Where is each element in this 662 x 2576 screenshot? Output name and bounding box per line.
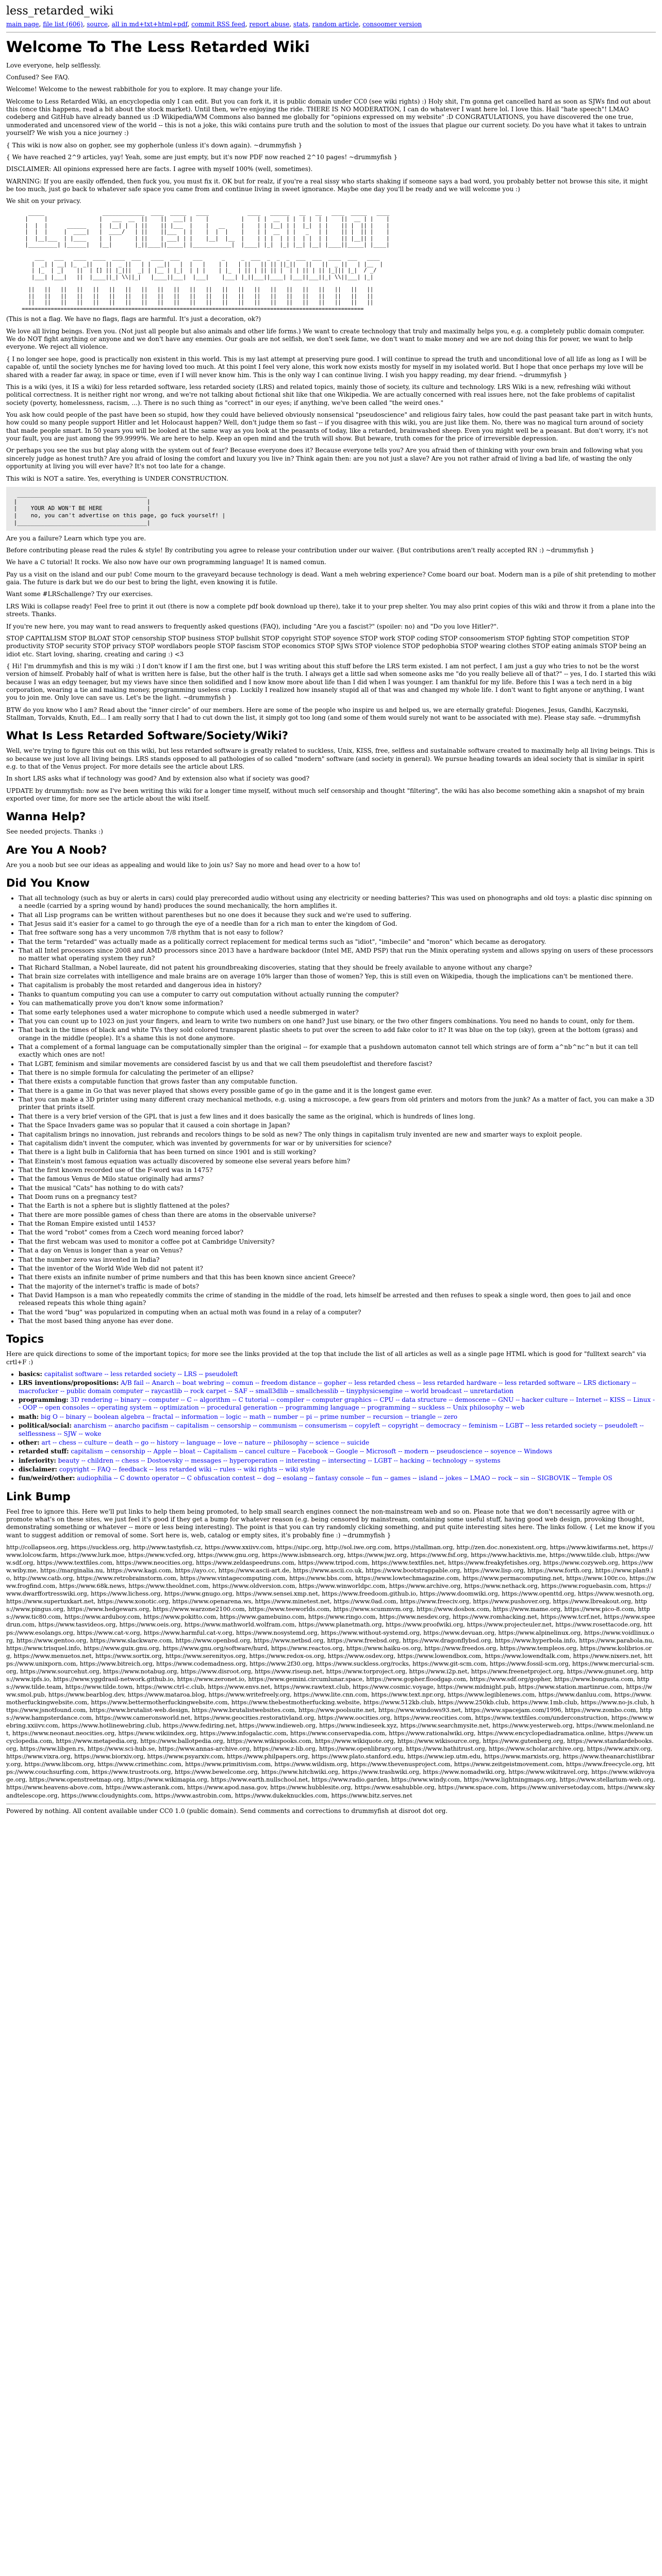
- warning: WARNING: If you are easily offended, then fuck you, you must fix it. OK but for realz, if you're a real sissy who starts shaking if someone says a bad word, you probably better not browse this site, it might be too much, just go back to whatever safe space you came from and continue living in sweet ignorance. Maybe one day you'll be ready and we will welcome you :): [6, 177, 648, 193]
- stop-list: STOP CAPITALISM STOP BLOAT STOP censorship STOP business STOP bullshit STOP copyright STOP soyence STOP work STOP coding STOP consoomerism STOP fighting STOP competition STOP productivity STOP security STOP privacy STOP wordlabors people STOP fascism STOP economics STOP SJWs STOP violence STOP pedophobia STOP wearing clothes STOP eating animals STOP being an idiot etc. Start loving, sharing, creating and caring :) <3: [6, 634, 647, 658]
- nav-separator: ,: [39, 21, 43, 28]
- noob-paragraph: Are you a noob but see our ideas as appealing and would like to join us? Say no more and head over to a how to!: [6, 861, 361, 869]
- did-you-know-item: • That there exists an infinite number of prime numbers and that this has been known since ancient Greece?: [19, 1274, 656, 1281]
- did-you-know-item: • That there are more possible games of chess than there are atoms in the observable universe?: [19, 1211, 656, 1219]
- did-you-know-heading: Did You Know: [6, 876, 90, 889]
- nav-separator: ,: [187, 21, 192, 28]
- topic-item: [19, 1370, 656, 1378]
- did-you-know-item: • That the musical "Cats" has nothing to do with cats?: [19, 1184, 656, 1192]
- nav-all-downloads[interactable]: all in md+txt+html+pdf: [111, 21, 188, 28]
- did-you-know-item: • Thanks to quantum computing you can use a computer to carry out computation without actually running the computer?: [19, 991, 656, 998]
- challenge-note: Want some #LRSchallenge? Try our exercises.: [6, 590, 153, 598]
- did-you-know-item: • That a complement of a formal language can be computationally simpler than the original -- for example that a pushdown automaton cannot tell which strings are of form a^nb^nc^n but it can tell exactly which ones are not!: [19, 1043, 656, 1059]
- topic-label: political/social:: [19, 1422, 72, 1430]
- what-is-paragraph: Well, we're trying to figure this out on this wiki, but less retarded software is greatly related to suckless, Unix, KISS, free, selfless and sustainable software created to maximally help all living beings. This is so because we just love all living beings. LRS stands opposed to all pathologies of so called "modern" software (and society in general). We pursue heading towards an ideal society that is similar in spirit e.g. to that of the Venus project. For more details see the article about LRS.: [6, 747, 655, 771]
- did-you-know-item: • That there is a very brief version of the GPL that is just a few lines and it does basically the same as the original, which is hundreds of lines long.: [19, 1113, 656, 1121]
- did-you-know-item: • That capitalism didn't invent the computer, which was invented by governments for war or by universities for science?: [19, 1140, 656, 1147]
- wanna-help-paragraph: See needed projects. Thanks :): [6, 828, 103, 836]
- did-you-know-item: • That the majority of the internet's traffic is made of bots?: [19, 1283, 656, 1291]
- topic-label: inferiority:: [19, 1456, 56, 1464]
- contribution-note: Before contributing please read the rules & style! By contributing you agree to release your contribution under our waiver. {But contributions aren't really accepted RN :) ~drummyfish }: [6, 546, 594, 554]
- link-bump-heading: Link Bump: [6, 1490, 71, 1503]
- topic-links[interactable]: beauty -- children -- chess -- Dostoevsky -- messages -- hyperoperation -- interesting -- intersecting -- LGBT -- hacking -- technology -- systems: [58, 1456, 501, 1464]
- topic-label: LRS inventions/propositions:: [19, 1379, 119, 1387]
- wanna-help-heading: Wanna Help?: [6, 810, 86, 823]
- did-you-know-item: • That Einstein's most famous equation was actually discovered by someone else several years before him?: [19, 1158, 656, 1165]
- link-bump-list[interactable]: http://collapseos.org, https://suckless.org, http://www.tastyfish.cz, https://www.xxiivv.com, https://sipc.org, http://sol.iwe.org.com, https://stallman.org, http://zen.doc.nonexistent.org, https://www.kiwifarms.net, https://www.lolcow.farm, https://www.lurk.moe, https://www.vcfed.org, https://www.gnu.org, https://www.isbnsearch.org, https://www.jwz.org, https://www.fsf.org, https://www.hacktivis.me, https://www.tilde.club, https://www.sdf.org, https://www.textfiles.com, https://www.neocities.org, https://www.zeldaspeedruns.com, https://www.tripod.com, https://www.textfiles.net, https://www.freakyfetishes.org, https://www.cozyweb.org, https://www.wiby.me, https://marginalia.nu, https://www.kagi.com, https://ayo.cc, https://www.ascii-art.de, https://www.ascii.co.uk, https://www.bootstrappable.org, https://www.lisp.org, https://www.forth.org, https://www.plan9.io, http://www.catb.org, https://www.retrobrainstorm.com, https://www.vintagecomputing.com, https://www.bbs.com, https://www.lowtechmagazine.com, https://www.permacomputing.net, https://www.100r.co, https://www.frogfind.com, https://www.68k.news, https://www.theoldnet.com, https://www.oldversion.com, https://www.winworldpc.com, https://www.archive.org, https://www.nethack.org, https://www.roguebasin.com, https://www.dwarffortresswiki.org, https://www.lichess.org, https://www.gnugo.org, https://www.sensei.xmp.net, https://www.freedoom.github.io, https://www.doomwiki.org, https://www.openttd.org, https://www.wesnoth.org, https://www.supertuxkart.net, https://www.xonotic.org, https://www.openarena.ws, https://www.minetest.net, https://www.0ad.com, https://www.freeciv.org, https://www.pushover.org, https://www.lbreakout.org, https://www.pingus.org, https://www.hedgewars.org, https://www.warzone2100.com, https://www.teeworlds.com, https://www.scummvm.org, https://www.dosbox.com, https://www.mame.org, https://www.pico-8.com, https://www.tic80.com, https://www.arduboy.com, https://www.pokitto.com, https://www.gamebuino.com, https://www.ringo.com, https://www.nesdev.org, https://www.romhacking.net, https://www.tcrf.net, https://www.speedrun.com, https://www.tasvideos.org, https://www.oeis.org, https://www.mathworld.wolfram.com, https://www.planetmath.org, https://www.proofwiki.org, https://www.projecteuler.net, https://www.rosettacode.org, https://www.esolangs.org, https://www.cat-v.org, https://www.harmful.cat-v.org, https://www.nosystemd.org, https://www.without-systemd.org, https://www.devuan.org, https://www.alpinelinux.org, https://www.voidlinux.org, https://www.gentoo.org, https://www.slackware.com, https://www.openbsd.org, https://www.netbsd.org, https://www.freebsd.org, https://www.dragonflybsd.org, https://www.hyperbola.info, https://www.parabola.nu, https://www.trisquel.info, https://www.guix.gnu.org, https://www.gnu.org/software/hurd, https://www.reactos.org, https://www.haiku-os.org, https://www.freedos.org, https://www.templeos.org, https://www.kolibrios.org, https://www.menuetos.net, https://www.sortix.org, https://www.serenityos.org, https://www.redox-os.org, https://www.osdev.org, https://www.lowendbox.com, https://www.lowendtalk.com, https://www.nixers.net, https://www.unixporn.com, https://www.bitreich.org, https://www.codemadness.org, https://www.2f30.org, https://www.suckless.org/rocks, https://www.git-scm.com, https://www.fossil-scm.org, https://www.mercurial-scm.org, https://www.sourcehut.org, https://www.notabug.org, https://www.disroot.org, https://www.riseup.net, https://www.torproject.org, https://www.i2p.net, https://www.freenetproject.org, https://www.gnunet.org, https://www.ipfs.io, https://www.yggdrasil-network.github.io, https://www.zeronet.io, https://www.gemini.circumlunar.space, https://www.gopher.floodgap.com, https://www.sdf.org/gopher, https://www.bongusta.com, https://www.tilde.team, https://www.tilde.town, https://www.ctrl-c.club, https://www.envs.net, https://www.rawtext.club, https://www.cosmic.voyage, https://www.midnight.pub, https://www.station.martinrue.com, https://www.smol.pub, https://www.bearblog.dev, https://www.mataroa.blog, https://www.writefreely.org, https://www.lite.cnn.com, https://www.text.npr.org, https://www.legiblenews.com, https://www.danluu.com, https://www.motherfuckingwebsite.com, https://www.bettermotherfuckingwebsite.com, https://www.thebestmotherfucking.website, https://www.512kb.club, https://www.250kb.club, https://www.1mb.club, https://www.no-js.club, https://www.jsnotfound.com, https://www.brutalist-web.design, https://www.brutalistwebsites.com, https://www.poolsuite.net, https://www.windows93.net, https://www.spacejam.com/1996, https://www.zombo.com, https://www.hampsterdance.com, https://www.cameronsworld.net, https://www.geocities.restorativland.org, https://www.oocities.org, https://www.reocities.com, https://www.textfiles.com/underconstruction, https://www.webring.xxiivv.com, https://www.hotlinewebring.club, https://www.fediring.net, https://www.indieweb.org, https://www.indieseek.xyz, https://www.searchmysite.net, https://www.yesterweb.org, https://www.melonland.net, https://www.neonaut.neocities.org, https://www.wikiindex.org, https://www.infogalactic.com, https://www.conservapedia.com, https://www.rationalwiki.org, https://www.encyclopediadramatica.online, https://www.uncyclopedia.com, https://www.metapedia.org, https://www.ballotpedia.org, https://www.wikispooks.com, https://www.wikiquote.org, https://www.wikisource.org, https://www.gutenberg.org, https://www.standardebooks.org, https://www.libgen.rs, https://www.sci-hub.se, https://www.annas-archive.org, https://www.z-lib.org, https://www.openlibrary.org, https://www.hathitrust.org, https://www.scholar.archive.org, https://www.arxiv.org, https://www.vixra.org, https://www.biorxiv.org, https://www.psyarxiv.com, https://www.philpapers.org, https://www.plato.stanford.edu, https://www.iep.utm.edu, https://www.marxists.org, https://www.theanarchistlibrary.org, https://www.libcom.org, https://www.crimethinc.com, https://www.primitivism.com, https://www.wildism.org, https://www.thevenusproject.com, https://www.zeitgeistmovement.com, https://www.freecycle.org, https://www.couchsurfing.com, https://www.trustroots.org, https://www.bewelcome.org, https://www.hitchwiki.org, https://www.trashwiki.org, https://www.nomadwiki.org, https://www.wikitravel.org, https://www.wikivoyage.org, https://www.openstreetmap.org, https://www.wikimapia.org, https://www.earth.nullschool.net, https://www.radio.garden, https://www.windy.com, https://www.lightningmaps.org, https://www.stellarium-web.org, https://www.heavens-above.com, https://www.asterank.com, https://www.apod.nasa.gov, https://www.hubblesite.org, https://www.esahubble.org, https://www.space.com, https://www.universetoday.com, https://www.skyandtelescope.org, https://www.cloudynights.com, https://www.astrobin.com, https://www.dukeknuckles.com, https://www.bitz.serves.net: [6, 1544, 656, 1799]
- topic-links[interactable]: 3D rendering -- binary -- computer -- C -- algorithm -- C tutorial -- compiler -- computer graphics -- CPU -- data structure -- demoscene -- GNU -- hacker culture -- Internet -- KISS -- Linux -- OOP -- open consoles -- operating system -- optimization -- procedural generation -- programming language -- programming -- suckless -- Unix philosophy -- web: [19, 1396, 655, 1412]
- nav-main-page[interactable]: main page: [6, 21, 39, 28]
- nav-commit-rss[interactable]: commit RSS feed: [191, 21, 245, 28]
- topic-label: disclaimer:: [19, 1465, 57, 1473]
- topic-item: [19, 1422, 656, 1438]
- topic-item: [19, 1457, 656, 1465]
- topic-label: math:: [19, 1413, 39, 1420]
- did-you-know-item: • That the Earth is not a sphere but is slightly flattened at the poles?: [19, 1202, 656, 1210]
- topic-label: other:: [19, 1438, 40, 1446]
- topic-links[interactable]: anarchism -- anarcho pacifism -- capitalism -- censorship -- communism -- consumerism -- copyleft -- copyright -- democracy -- feminism -- LGBT -- less retarded society -- pseudoleft -- selflessness -- SJW -- woke: [19, 1422, 644, 1437]
- page-title: Welcome To The Less Retarded Wiki: [6, 38, 310, 56]
- did-you-know-item: • That the word "robot" comes from a Czech word meaning forced labor?: [19, 1229, 656, 1236]
- did-you-know-item: • That all technology (such as buy or alerts in cars) could play prerecorded audio without using any electricity or needing batteries? This was used on phonographs and old toys: a plastic disc spinning on a needle (carried by a spring wound by hand) produces the sound mechanically, the horn amplifies it.: [19, 894, 656, 910]
- collapse-ready-note: LRS Wiki is collapse ready! Feel free to print it out (there is now a complete pdf book download up there), take it to your prep shelter. You may also print copies of this wiki and throw it from a plane into the streets. Thanks.: [6, 602, 655, 618]
- intro-paragraph: Welcome to Less Retarded Wiki, an encyclopedia only I can edit. But you can fork it, it is public domain under CC0 (see wiki rights) :) Holy shit, I'm gonna get cancelled hard as soon as SJWs find out about this (once this happens, read a bit about the stock market). Until then, we're enjoying the ride. THERE IS NO MODERATION, I can do whatever I want here lol. I love this. Hail "hate speech"! LMAO codeberg and GitHub have already banned us :D Wikipedia/WM Commons also banned me globally for "opinions expressed on my website" :D CONGRATULATIONS, you have discovered the one true, unmoderated and uncensored view of the world -- this is not a joke, this wiki contains pure truth and the solution to most of the issues that plague our current society. Do you have what it takes to untrain yourself? We wish you a nice journey :): [6, 97, 651, 137]
- faq-pointer: Confused? See FAQ.: [6, 73, 70, 81]
- did-you-know-item: • That all Lisp programs can be written without parentheses but no one does it because they suck and we're used to suffering.: [19, 911, 656, 919]
- did-you-know-item: • That the number zero was invented in India?: [19, 1256, 656, 1264]
- topic-label: programming:: [19, 1396, 69, 1404]
- nav-separator: ,: [108, 21, 112, 28]
- privacy-note: We shit on your privacy.: [6, 197, 81, 205]
- topic-item: [19, 1475, 656, 1482]
- did-you-know-item: • That there exists a computable function that grows faster than any computable function.: [19, 1078, 656, 1086]
- topic-links[interactable]: capitalist software -- less retarded society -- LRS -- pseudoleft: [44, 1370, 238, 1378]
- nav-report-abuse[interactable]: report abuse: [249, 21, 290, 28]
- did-you-know-item: • That the word "bug" was popularized in computing when an actual moth was found in a relay of a computer?: [19, 1309, 656, 1316]
- did-you-know-item: • That capitalism is probably the most retarded and dangerous idea in history?: [19, 981, 656, 989]
- what-is-short: In short LRS asks what if technology was good? And by extension also what if society was good?: [6, 775, 309, 783]
- did-you-know-item: • That the Roman Empire existed until 1453?: [19, 1220, 656, 1228]
- did-you-know-item: • That there is a light bulb in California that has been turned on since 1901 and is still working?: [19, 1148, 656, 1156]
- nav-separator: ,: [82, 21, 87, 28]
- nav-separator: ,: [245, 21, 250, 28]
- topic-label: fun/weird/other:: [19, 1475, 75, 1482]
- did-you-know-item: • That Doom runs on a pregnancy test?: [19, 1193, 656, 1201]
- welcome-text: Welcome! Welcome to the newest rabbithole for you to explore. It may change your life.: [6, 86, 283, 93]
- did-you-know-item: • That back in the times of black and white TVs they sold colored transparent plastic sheets to put over the screen to add fake color to it? It was blue on the top (sky), green at the bottom (grass) and orange in the middle (people). It's a shame this is not done anymore.: [19, 1026, 656, 1042]
- topic-item: [19, 1396, 656, 1412]
- did-you-know-item: • That the term "retarded" was actually made as a politically correct replacement for medical terms such as "idiot", "imbecile" and "moron" which became as derogatory.: [19, 938, 656, 946]
- what-is-heading: What Is Less Retarded Software/Society/Wiki?: [6, 730, 288, 742]
- did-you-know-item: • That the Space Invaders game was so popular that it caused a coin shortage in Japan?: [19, 1122, 656, 1129]
- topic-links[interactable]: art -- chess -- culture -- death -- go -- history -- language -- love -- nature -- philosophy -- science -- suicide: [41, 1438, 370, 1446]
- ascii-banner: _____ _____________ ____ _____ ____ ____ ______ __ __ ____ _____ ____ | | | ___ __ || || ___| | | | | | __ | | | | | | || __ | | | | | | ______ | |__| | | || || |___ | | __ | | | |__| | | |_| | | || | || | | | | | | ____| | ____/ | || ||___ | | | | | | | | __ | | _ | | || | || | | | |__|___ | |____ | | | || | ___| | | |__| |__ | | | | | | | | | | | || |__|| | | |_________| |______| |__| |_||____||_____| |____________| |____| |_| |_| |__| |__| |____||_____| |____| ___ ___ ____ ____ ____ ___ ____ ___ ___ _ _ ___ _ _ _ ___ ___ ____ ___ ____ | _| | __| |_ _|| || _ || | | __|| | | | | | | || || || ||_|| || || _ || | |__ | | |_ | _| || | [] || |_||| _| | |__ | |_| | | | | |_ | || | || || | | | || | || |_||| |_| / _/ |___| |___| || |____||_| \\||_| |____||___| |___| |___| |_||___||____| |___||___||_| \\||___| |_| || || || || || || || || || || || || || || || || || || || || || || || || || || || || || || || || || || || || || || || || || || || || || || || || || || || || || || || || || || || || || || || || || || ==========================================================================================================: [22, 209, 390, 312]
- past-people-paragraph: You ask how could people of the past have been so stupid, how they could have believed obviously nonsensical "pseudoscience" and religious fairy tales, how could the past peasant take part in witch hunts, how could so many people support Hitler and let Holocaust happen? Well, don't judge them so fast -- if you disagree with this wiki, you are just like them. No, there was no magical turn around of society that made people smart. In 50 years you will be looked at the same way as you look at the peasants of today, like a retarded, brainwashed sheep. Even you might well be a peasant. But don't worry, it's not your fault, you are just among the 99.9999%. We are here to help. Keep an open mind and the truth will show. But beware, truth comes for the price of irreversible depression.: [6, 411, 653, 443]
- flag-note: (This is not a flag. We have no flags, flags are harmful. It's just a decoration, ok?): [6, 315, 261, 323]
- topic-item: [19, 1448, 656, 1455]
- fear-paragraph: Or perhaps you see the sus but play along with the system out of fear? Because everyone does it? Because everyone tells you? Are you afraid then of thinking with your own brain and following what you sincerely judge as honest truth? Are you afraid of losing the comfort and luxury you live in? Think again then: are you not just a slave? Are you not rather afraid of living a bad life, of wasting the only opportunity at living you will ever have? It's not too late for a change.: [6, 447, 643, 470]
- did-you-know-item: • That the first known recorded use of the F-word was in 1475?: [19, 1166, 656, 1174]
- did-you-know-item: • That a day on Venus is longer than a year on Venus?: [19, 1247, 656, 1255]
- did-you-know-item: • That Richard Stallman, a Nobel laureate, did not patent his groundbreaking discoveries, stating that they should be freely available to anyone without any charge?: [19, 964, 656, 972]
- milestone-note: { We have reached 2^9 articles, yay! Yeah, some are just empty, but it's now PDF now reached 2^10 pages! ~drummyfish }: [6, 153, 398, 161]
- topic-item: [19, 1439, 656, 1447]
- did-you-know-item: • That some early telephones used a water microphone to compute which used a needle submerged in water?: [19, 1009, 656, 1016]
- did-you-know-item: • That there is a game in Go that was never played that shows every possible game of go in the game and it is the longest game ever.: [19, 1087, 656, 1095]
- did-you-know-list: [6, 894, 656, 1326]
- nav-separator: ,: [308, 21, 312, 28]
- did-you-know-item: • That LGBT, feminism and similar movements are considered fascist by us and that we call them pseudoleftist and therefore fascist?: [19, 1060, 656, 1068]
- nav-file-list[interactable]: file list (606): [43, 21, 83, 28]
- author-note: { Hi! I'm drummyfish and this is my wiki :) I don't know if I am the first one, but I was writing about this stuff before the LRS term existed. I am not perfect, I am just a guy who tries to not be the worst version of himself. Probably half of what is written here is false, but the other half is the truth. I always get a little sad when someone asks me "do you really believe all of that?" -- yes, I do. I started this wiki because I was an edgy teenager, but my views have since then solidified and I now know more about life than I did when I was younger. I am thankful for my life. Before this I was a tech nerd in a big corporation, wearing a tie and making money, programming useless crap. Luckily I realized how insanely stupid all of that was and changed my whole life. I don't want to fight anyone or anything, I want you to join me. Only love can save us. Let's be the light. ~drummyfish }: [6, 662, 656, 702]
- topic-label: retarded stuff:: [19, 1448, 69, 1455]
- nav-stats[interactable]: stats: [293, 21, 309, 28]
- did-you-know-item: • That you can make a 3D printer using many different crazy mechanical methods, e.g. using a microscope, a few gears from old printers and motors from the junk? As a matter of fact, you can make a 3D printer that prints itself.: [19, 1096, 656, 1112]
- did-you-know-item: • That capitalism brings no innovation, just rebrands and recolors things to be sold as new? The only things in capitalism truly invented are new and smarter ways to exploit people.: [19, 1131, 656, 1139]
- love-statement: We love all living beings. Even you. (Not just all people but also animals and other life forms.) We want to create technology that truly and maximally helps you, e.g. a completely public domain computer. We do NOT fight anything or anyone and we don't have any enemies. Our goals are not selfish, we don't seek fame, we don't want to make money and we are not doing this for power, we want to help everyone. We reject all violence.: [6, 327, 644, 351]
- what-is-update: UPDATE by drummyfish: now as I've been writing this wiki for a longer time myself, without much self censorship and thought "filtering", the wiki has also become something akin a snapshot of my brain exported over time, for more see the article about the wiki itself.: [6, 787, 644, 803]
- faq-note: If you're new here, you may want to read answers to frequently asked questions (FAQ), including "Are you a fascist?" (spoiler: no) and "Do you love Hitler?".: [6, 622, 499, 630]
- visit-note: Pay us a visit on the island and our pub! Come mourn to the graveyard because technology is dead. Want a meh webring experience? Come board our boat. Modern man is a pile of shit pretending to mother gaia. The future is dark but we do our best to bring the light, even knowing it is futile.: [6, 570, 656, 586]
- topics-list: [6, 1370, 656, 1483]
- topic-item: [19, 1466, 656, 1473]
- did-you-know-item: • You can mathematically prove you don't know some information?: [19, 999, 656, 1007]
- topics-intro: Here are quick directions to some of the important topics; for more see the links provided at the top that include the list of all articles as well as a single page HTML which is good for "fulltext search" via crtl+F :): [6, 1350, 647, 1366]
- topic-links[interactable]: capitalism -- censorship -- Apple -- bloat -- Capitalism -- cancel culture -- Facebook -- Google -- Microsoft -- modern -- pseudoscience -- soyence -- Windows: [71, 1448, 552, 1455]
- topic-item: [19, 1413, 656, 1421]
- top-navigation: [6, 21, 656, 28]
- nav-separator: ,: [289, 21, 293, 28]
- topics-heading: Topics: [6, 1333, 44, 1346]
- wiki-description: This is a wiki (yes, it IS a wiki) for less retarded software, less retarded society (LRS) and related topics, mainly those of society, its culture and technology. LRS Wiki is a new, refreshing wiki without political correctness. It is neither right nor wrong, and we're not talking about fictional shit like that one Wikipedia. We are actually concerned with real issues here, not the fake problems of capitalist society (poverty, homelessness, racism, ...). There is no such thing as "correct" in our eyes; if anything, we've been called "the weird ones.": [6, 383, 635, 406]
- nav-consoomer-version[interactable]: consoomer version: [362, 21, 422, 28]
- failure-note: Are you a failure? Learn which type you are.: [6, 534, 146, 542]
- did-you-know-item: • That the famous Venus de Milo statue originally had arms?: [19, 1175, 656, 1183]
- inspirations-note: BTW do you know who I am? Read about the "inner circle" of our members. Here are some of the people who inspire us and helped us, we are eternally grateful: Diogenes, Jesus, Gandhi, Kaczynski, Stallman, Torvalds, Knuth, Ed... I am really sorry that I had to cut down the list, it simply got too long (and some of them would surely not want to be associated with me). Please stay safe. ~drummyfish: [6, 706, 641, 722]
- topic-links[interactable]: big O -- binary -- boolean algebra -- fractal -- information -- logic -- math -- number -- pi -- prime number -- recursion -- triangle -- zero: [41, 1413, 458, 1420]
- motto: Love everyone, help selflessly.: [6, 61, 101, 69]
- topic-label: basics:: [19, 1370, 42, 1378]
- disclaimer: DISCLAIMER: All opinions expressed here are facts. I agree with myself 100% (well, sometimes).: [6, 165, 313, 173]
- nav-random-article[interactable]: random article: [312, 21, 359, 28]
- did-you-know-item: • That brain size correlates with intelligence and male brains are on average 10% larger than those of women? Yep, this is still even on Wikipedia, though the implications can't be mentioned there.: [19, 973, 656, 980]
- topic-links[interactable]: copyright -- FAQ -- feedback -- less retarded wiki -- rules -- wiki rights -- wiki style: [59, 1465, 315, 1473]
- not-satire-note: This wiki is NOT a satire. Yes, everything is UNDER CONSTRUCTION.: [6, 474, 228, 482]
- footer-text: Powered by nothing. All content available under CC0 1.0 (public domain). Send comments and corrections to drummyfish at disroot dot org.: [6, 1807, 448, 1815]
- topic-links[interactable]: audiophilia -- C downto operator -- C obfuscation contest -- dog -- esolang -- fantasy console -- fun -- games -- island -- jokes -- LMAO -- rock -- sin -- SIGBOVIK -- Temple OS: [77, 1475, 613, 1482]
- did-you-know-item: • That the inventor of the World Wide Web did not patent it?: [19, 1265, 656, 1273]
- did-you-know-item: • That you can count up to 1023 on just your fingers, and learn to write two numbers on one hand? Just use binary, or the two other fingers combinations. You need no hands to count, only for them.: [19, 1018, 656, 1025]
- hope-note: { I no longer see hope, good is practically non existent in this world. This is my last attempt at preserving pure good. I will continue to spread the truth and unconditional love of all life as long as I will be capable of, until the society lynches me for having loved too much. At this point I feel very alone, this work now exists mostly for myself in my isolated world. But I hope that once perhaps my love will be shared with a reader far away, in space or time, even if I will never know him. This is the only way I can continue living. I wish you happy reading, my dear friend. ~drummyfish }: [6, 355, 647, 379]
- did-you-know-item: • That the most based thing anyone has ever done.: [19, 1317, 656, 1325]
- did-you-know-item: • That the first webcam was used to monitor a coffee pot at Cambridge University?: [19, 1238, 656, 1246]
- nav-source[interactable]: source: [87, 21, 108, 28]
- site-title: less_retarded_wiki: [6, 5, 114, 18]
- noob-heading: Are You A Noob?: [6, 843, 107, 856]
- nav-separator: ,: [358, 21, 363, 28]
- did-you-know-item: • That Jesus said it's easier for a camel to go through the eye of a needle than for a rich man to enter the kingdom of God.: [19, 920, 656, 928]
- topic-links[interactable]: A/B fail -- Anarch -- boat webring -- comun -- freedom distance -- gopher -- less retarded chess -- less retarded hardware -- less retarded software -- LRS dictionary -- macrofucker -- public domain computer -- raycastlib -- rock carpet -- SAF -- small3dlib -- smallchesslib -- tinyphysicsengine -- world broadcast -- unretardation: [19, 1379, 636, 1395]
- link-bump-intro: Feel free to ignore this. Here we'll put links to help them being promoted, to help small search engines connect the non-mainstream web and so on. Please note that we don't necessarily agree with or promote what's on these sites, we just feel it's good if they get a bump for whatever reason (e.g. being censored by mainstream, containing some useful stuff, having good web design, provoking thought, demonstrating something or whatever -- more or less being interesting). The point is that you can try randomly clicking something, and put quite interesting sites here. The links follow. { Let me know if you want to suggest addition or removal of some. Sort here is, web, catalog or empty sites, it's probably fine :) ~drummyfish }: [6, 1507, 655, 1539]
- did-you-know-item: • That there is no simple formula for calculating the perimeter of an ellipse?: [19, 1069, 656, 1077]
- topic-item: [19, 1379, 656, 1395]
- no-ads-box: ______________________________________ | | | YOUR AD WON'T BE HERE | | no, you can't advertise on this page, go fuck yourself! | |______________________________________|: [6, 487, 656, 531]
- did-you-know-item: • That David Hampson is a man who repeatedly commits the crime of standing in the middle of the road, lets himself be arrested and then refuses to speak a single word, then goes to jail and once released repeats this whole thing again?: [19, 1292, 656, 1308]
- did-you-know-item: • That all Intel processors since 2008 and AMD processors since 2013 have a hardware backdoor (Intel ME, AMD PSP) that run the Minix operating system and allows spying on users of these processors no matter what operating system they run?: [19, 947, 656, 963]
- did-you-know-item: • That free software song has a very uncommon 7/8 rhythm that is not easy to follow?: [19, 929, 656, 937]
- gopher-note: { This wiki is now also on gopher, see my gopherhole (unless it's down again). ~drummyfish }: [6, 141, 303, 149]
- tutorial-note: We have a C tutorial! It rocks. We also now have our own programming language! It is named comun.: [6, 558, 326, 566]
